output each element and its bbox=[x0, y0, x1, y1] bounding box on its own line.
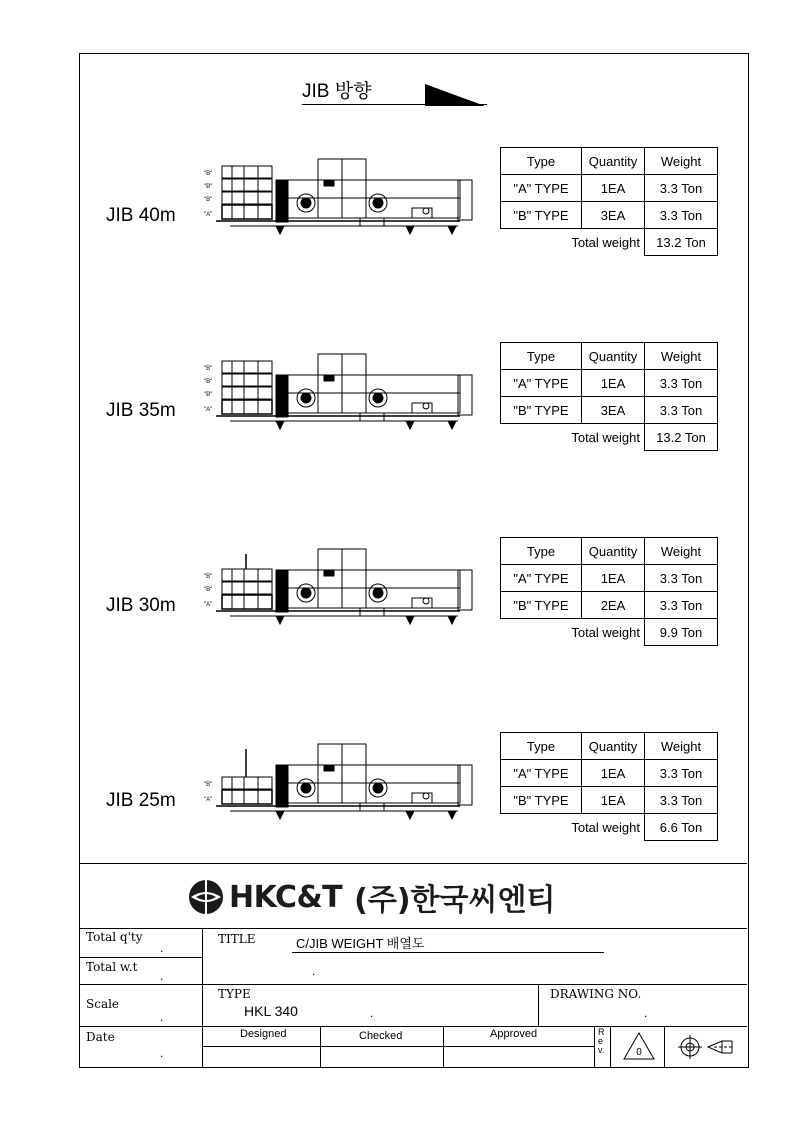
table-total-row bbox=[501, 229, 718, 256]
company-logo bbox=[187, 873, 555, 921]
scale-value: . bbox=[160, 1010, 164, 1024]
table-header-row bbox=[501, 733, 718, 760]
tag-label: "B" bbox=[204, 366, 213, 372]
header-quantity: Quantity bbox=[582, 148, 645, 175]
title-block bbox=[80, 863, 747, 1067]
header-quantity: Quantity bbox=[582, 538, 645, 565]
table-row bbox=[501, 397, 718, 424]
row-quantity: 1EA bbox=[582, 175, 645, 202]
logo-text: HKC&T bbox=[229, 879, 343, 915]
table-header-row bbox=[501, 538, 718, 565]
row-type: "A" TYPE bbox=[501, 760, 582, 787]
total-weight-label: Total weight bbox=[571, 624, 640, 640]
row-type: "A" TYPE bbox=[501, 565, 582, 592]
total-wt-label: Total w.t bbox=[86, 960, 138, 974]
scale-label: Scale bbox=[86, 997, 120, 1011]
jib-25m-layout-drawing bbox=[200, 739, 478, 829]
row-quantity: 3EA bbox=[582, 202, 645, 229]
total-weight-value: 6.6 Ton bbox=[645, 814, 718, 841]
tag-label: "B" bbox=[204, 379, 213, 385]
total-weight-value: 13.2 Ton bbox=[645, 229, 718, 256]
row-quantity: 1EA bbox=[582, 787, 645, 814]
table-row bbox=[501, 592, 718, 619]
header-type: Type bbox=[501, 343, 582, 370]
rev-label: R e v. bbox=[598, 1027, 605, 1055]
row-quantity: 1EA bbox=[582, 760, 645, 787]
drawing-no-label: DRAWING NO. bbox=[550, 987, 642, 1001]
row-type: "A" TYPE bbox=[501, 175, 582, 202]
header-weight: Weight bbox=[645, 733, 718, 760]
total-weight-label: Total weight bbox=[571, 234, 640, 250]
jib-40m-label: JIB 40m bbox=[106, 205, 176, 226]
jib-25m-weight-table bbox=[500, 732, 718, 841]
tag-label: "B" bbox=[204, 197, 213, 203]
header-weight: Weight bbox=[645, 343, 718, 370]
row-type: "B" TYPE bbox=[501, 202, 582, 229]
type-extra-value: . bbox=[370, 1006, 374, 1020]
table-total-row bbox=[501, 424, 718, 451]
jib-25m-label: JIB 25m bbox=[106, 790, 176, 811]
tag-label: "B" bbox=[204, 184, 213, 190]
row-quantity: 2EA bbox=[582, 592, 645, 619]
header-weight: Weight bbox=[645, 148, 718, 175]
row-weight: 3.3 Ton bbox=[645, 370, 718, 397]
header-type: Type bbox=[501, 148, 582, 175]
row-weight: 3.3 Ton bbox=[645, 592, 718, 619]
row-weight: 3.3 Ton bbox=[645, 565, 718, 592]
header-type: Type bbox=[501, 733, 582, 760]
row-type: "B" TYPE bbox=[501, 397, 582, 424]
table-header-row bbox=[501, 148, 718, 175]
total-qty-label: Total q'ty bbox=[86, 930, 143, 944]
jib-35m-weight-table bbox=[500, 342, 718, 451]
jib-40m-weight-table bbox=[500, 147, 718, 256]
drawing-no-value: . bbox=[644, 1006, 648, 1020]
revision-triangle-icon bbox=[622, 1031, 656, 1061]
approved-label: Approved bbox=[490, 1028, 538, 1040]
header-type: Type bbox=[501, 538, 582, 565]
row-weight: 3.3 Ton bbox=[645, 175, 718, 202]
total-weight-value: 9.9 Ton bbox=[645, 619, 718, 646]
type-label: TYPE bbox=[218, 987, 251, 1001]
row-type: "A" TYPE bbox=[501, 370, 582, 397]
title-sub-value: . bbox=[312, 964, 316, 978]
table-row bbox=[501, 787, 718, 814]
header-quantity: Quantity bbox=[582, 733, 645, 760]
jib-30m-weight-table bbox=[500, 537, 718, 646]
title-label: TITLE bbox=[218, 932, 256, 946]
tag-label: "A" bbox=[204, 407, 213, 413]
header-weight: Weight bbox=[645, 538, 718, 565]
total-qty-value: . bbox=[160, 941, 164, 955]
row-quantity: 1EA bbox=[582, 565, 645, 592]
drawing-sheet bbox=[79, 53, 749, 1068]
table-row bbox=[501, 202, 718, 229]
table-total-row bbox=[501, 814, 718, 841]
total-wt-value: . bbox=[160, 969, 164, 983]
jib-direction-heading: JIB 방향 bbox=[302, 81, 372, 102]
jib-35m-label: JIB 35m bbox=[106, 400, 176, 421]
projection-symbol-icon bbox=[678, 1035, 734, 1059]
logo-korean-name: (주)한국씨엔티 bbox=[354, 883, 556, 918]
jib-30m-label: JIB 30m bbox=[106, 595, 176, 616]
designed-label: Designed bbox=[240, 1028, 287, 1040]
table-header-row bbox=[501, 343, 718, 370]
header-quantity: Quantity bbox=[582, 343, 645, 370]
checked-label: Checked bbox=[359, 1030, 403, 1042]
table-row bbox=[501, 370, 718, 397]
row-weight: 3.3 Ton bbox=[645, 397, 718, 424]
row-type: "B" TYPE bbox=[501, 787, 582, 814]
row-weight: 3.3 Ton bbox=[645, 787, 718, 814]
tag-label: "B" bbox=[204, 587, 213, 593]
table-row bbox=[501, 175, 718, 202]
type-value: HKL 340 bbox=[244, 1003, 298, 1019]
date-value: . bbox=[160, 1046, 164, 1060]
direction-arrow-icon bbox=[425, 80, 487, 108]
tag-label: "B" bbox=[204, 392, 213, 398]
table-row bbox=[501, 760, 718, 787]
row-weight: 3.3 Ton bbox=[645, 202, 718, 229]
total-weight-label: Total weight bbox=[571, 819, 640, 835]
tag-label: "A" bbox=[204, 797, 213, 803]
tag-label: "A" bbox=[204, 602, 213, 608]
table-total-row bbox=[501, 619, 718, 646]
tag-label: "B" bbox=[204, 171, 213, 177]
drawing-title: C/JIB WEIGHT 배열도 bbox=[296, 936, 425, 951]
tag-label: "B" bbox=[204, 574, 213, 580]
row-quantity: 3EA bbox=[582, 397, 645, 424]
row-weight: 3.3 Ton bbox=[645, 760, 718, 787]
jib-30m-layout-drawing bbox=[200, 544, 478, 634]
row-type: "B" TYPE bbox=[501, 592, 582, 619]
total-weight-label: Total weight bbox=[571, 429, 640, 445]
row-quantity: 1EA bbox=[582, 370, 645, 397]
rev-value: 0 bbox=[636, 1047, 642, 1058]
total-weight-value: 13.2 Ton bbox=[645, 424, 718, 451]
tag-label: "A" bbox=[204, 212, 213, 218]
jib-35m-layout-drawing bbox=[200, 349, 478, 439]
table-row bbox=[501, 565, 718, 592]
hkct-globe-icon bbox=[187, 878, 225, 916]
jib-40m-layout-drawing bbox=[200, 154, 478, 244]
date-label: Date bbox=[86, 1030, 115, 1044]
tag-label: "B" bbox=[204, 782, 213, 788]
